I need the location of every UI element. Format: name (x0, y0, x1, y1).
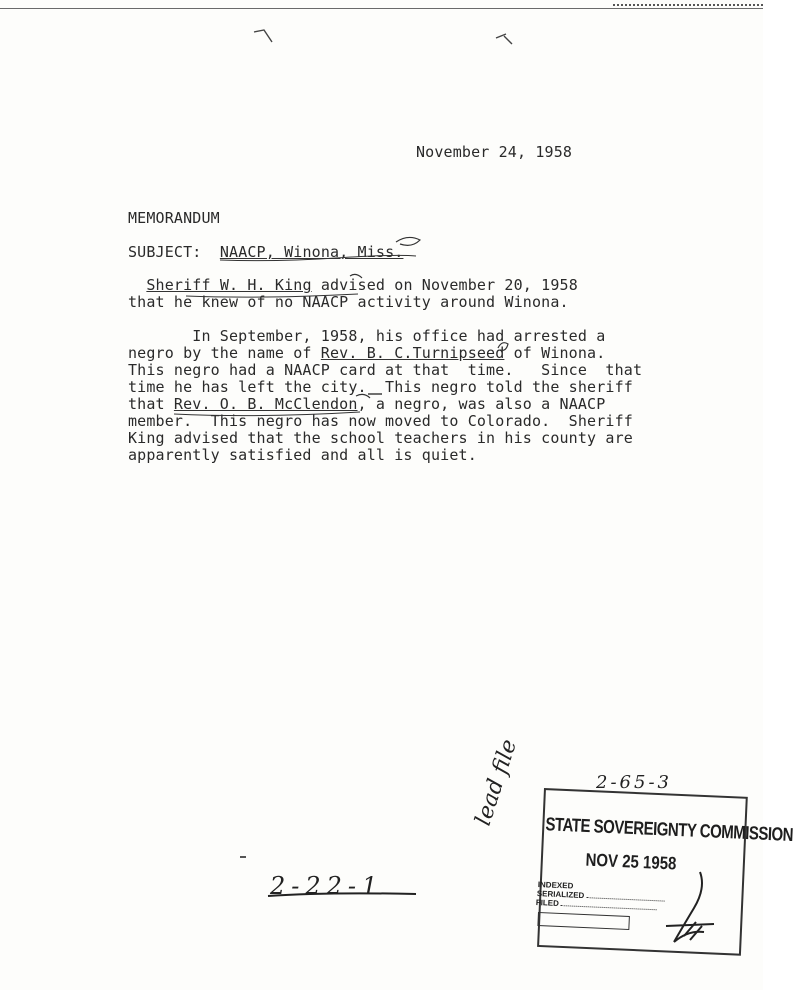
p2-line1: In September, 1958, his office had arrested a (128, 327, 606, 345)
margin-note-lead-file: lead file (470, 736, 523, 829)
subject-label: SUBJECT: (128, 243, 202, 261)
p2-line6: member. This negro has now moved to Colorado. Sheriff (128, 412, 633, 430)
city-hand-mark (366, 382, 386, 398)
top-edge-fragment (613, 0, 763, 6)
stamp-serialized: SERIALIZED (537, 889, 665, 904)
struck-number: 2-22-1 (270, 872, 384, 900)
stray-mark-right (494, 30, 518, 50)
commission-stamp (524, 788, 793, 948)
turnipseed-hand-mark (494, 338, 514, 354)
sheriff-hand-underline (182, 272, 372, 302)
p2-line4: time he has left the city. This negro told the sheriff (128, 378, 633, 396)
mcclendon-name: Rev. O. B. McClendon (173, 395, 358, 413)
memo-date: November 24, 1958 (416, 143, 573, 161)
stamp-initials (644, 868, 724, 948)
strike-line (266, 880, 426, 910)
memo-heading: MEMORANDUM (128, 209, 220, 227)
p1-line2: that he knew of no NAACP activity around Winona. (128, 293, 569, 311)
p2-line8: apparently satisfied and all is quiet. (128, 446, 477, 464)
p2-line5b: , a negro, was also a NAACP (357, 395, 606, 413)
stamp-filed: FILED (536, 898, 657, 912)
stamp-indexed: INDEXED (537, 880, 574, 891)
p1-line1-rest: advised on November 20, 1958 (311, 276, 578, 294)
p2-line5a: that (128, 395, 174, 413)
p2-line3: This negro had a NAACP card at that time. Since that (128, 361, 643, 379)
p2-line7: King advised that the school teachers in his county are (128, 429, 633, 447)
stray-mark-left (252, 26, 276, 46)
p2-line2b: of Winona. (504, 344, 606, 362)
subject-value: NAACP, Winona, Miss. (219, 243, 404, 261)
turnipseed-name: Rev. B. C.Turnipseed (320, 344, 505, 362)
handwritten-serial: 2-65-3 (596, 772, 672, 793)
speck-mark (240, 856, 246, 858)
mcclendon-hand-underline (170, 390, 380, 420)
sheriff-name: Sheriff W. H. King (146, 276, 312, 294)
stamp-title: STATE SOVEREIGNTY COMMISSION (545, 814, 793, 847)
subject-hand-underline (216, 228, 426, 268)
top-rule (0, 8, 763, 9)
p2-line2a: negro by the name of (128, 344, 321, 362)
stamp-date: NOV 25 1958 (585, 850, 677, 875)
